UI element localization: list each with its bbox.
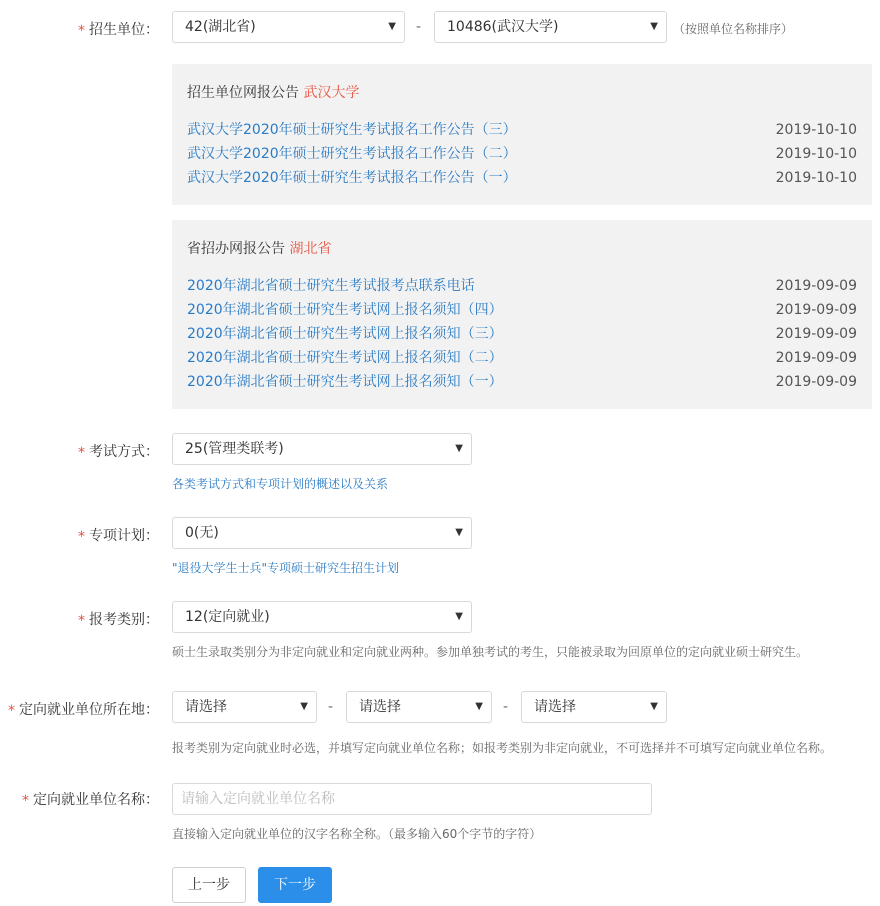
separator: -: [328, 699, 334, 715]
required-mark: *: [78, 23, 85, 39]
notice-link[interactable]: 武汉大学2020年硕士研究生考试报名工作公告（一）: [187, 170, 517, 186]
exam-mode-label-text: 考试方式：: [89, 444, 159, 460]
separator: -: [416, 19, 422, 35]
prev-step-button[interactable]: 上一步: [172, 867, 246, 903]
chevron-down-icon: ▼: [475, 701, 483, 712]
notice-date: 2019-10-10: [775, 122, 857, 138]
exam-mode-select[interactable]: [172, 433, 472, 465]
school-notice-panel: [172, 64, 872, 205]
unit-name-label-text: 定向就业单位名称：: [33, 792, 159, 808]
special-plan-label: [78, 525, 159, 545]
school-notice-name: 武汉大学: [303, 85, 360, 101]
notice-date: 2019-10-10: [775, 146, 857, 162]
school-notice-title: [187, 82, 359, 102]
chevron-down-icon: ▼: [650, 701, 658, 712]
location-label-text: 定向就业单位所在地：: [19, 702, 159, 718]
notice-link[interactable]: 武汉大学2020年硕士研究生考试报名工作公告（三）: [187, 122, 517, 138]
apply-type-select[interactable]: [172, 601, 472, 633]
apply-type-label: [78, 609, 159, 629]
unit-label: [78, 19, 159, 39]
chevron-down-icon: ▼: [388, 21, 396, 32]
school-select[interactable]: [434, 11, 667, 43]
province-notice-title: [187, 238, 331, 258]
province-notice-panel: [172, 220, 872, 409]
apply-type-label-text: 报考类别：: [89, 612, 159, 628]
location-select-3[interactable]: [521, 691, 667, 723]
required-mark: *: [78, 529, 85, 545]
separator: -: [503, 699, 509, 715]
notice-date: 2019-09-09: [775, 350, 857, 366]
location-select-1[interactable]: [172, 691, 317, 723]
notice-link[interactable]: 2020年湖北省硕士研究生考试网上报名须知（二）: [187, 350, 503, 366]
notice-date: 2019-09-09: [775, 374, 857, 390]
notice-link[interactable]: 2020年湖北省硕士研究生考试报考点联系电话: [187, 278, 475, 294]
school-notice-title-text: 招生单位网报公告: [187, 85, 299, 101]
exam-mode-select-value: 25(管理类联考): [185, 441, 284, 457]
apply-type-hint: 硕士生录取类别分为非定向就业和定向就业两种。参加单独考试的考生，只能被录取为回原单位的定向就业硕士研究生。: [172, 645, 809, 659]
unit-name-hint: 直接输入定向就业单位的汉字名称全称。（最多输入60个字节的字符）: [172, 827, 542, 841]
special-plan-help-link[interactable]: "退役大学生士兵"专项硕士研究生招生计划: [172, 561, 400, 575]
province-notice-name: 湖北省: [289, 241, 332, 257]
apply-type-select-value: 12(定向就业): [185, 609, 270, 625]
province-notice-title-text: 省招办网报公告: [187, 241, 285, 257]
notice-date: 2019-09-09: [775, 326, 857, 342]
chevron-down-icon: ▼: [455, 611, 463, 622]
next-step-button[interactable]: 下一步: [258, 867, 332, 903]
special-plan-select[interactable]: [172, 517, 472, 549]
required-mark: *: [78, 613, 85, 629]
location-select-1-value: 请选择: [185, 699, 227, 715]
notice-item[interactable]: [187, 118, 857, 142]
notice-link[interactable]: 武汉大学2020年硕士研究生考试报名工作公告（二）: [187, 146, 517, 162]
notice-item[interactable]: [187, 346, 857, 370]
location-select-2-value: 请选择: [359, 699, 401, 715]
special-plan-select-value: 0(无): [185, 525, 219, 541]
special-plan-label-text: 专项计划：: [89, 528, 159, 544]
unit-sort-hint: （按照单位名称排序）: [673, 22, 794, 36]
unit-name-input[interactable]: [172, 783, 652, 815]
notice-item[interactable]: [187, 322, 857, 346]
required-mark: *: [22, 793, 29, 809]
chevron-down-icon: ▼: [650, 21, 658, 32]
school-select-value: 10486(武汉大学): [447, 19, 559, 35]
notice-item[interactable]: [187, 370, 857, 394]
exam-mode-label: [78, 441, 159, 461]
notice-link[interactable]: 2020年湖北省硕士研究生考试网上报名须知（四）: [187, 302, 503, 318]
unit-label-text: 招生单位：: [89, 22, 159, 38]
chevron-down-icon: ▼: [455, 443, 463, 454]
province-select-value: 42(湖北省): [185, 19, 256, 35]
notice-item[interactable]: [187, 298, 857, 322]
chevron-down-icon: ▼: [300, 701, 308, 712]
notice-item[interactable]: [187, 166, 857, 190]
location-label: [8, 699, 159, 719]
notice-link[interactable]: 2020年湖北省硕士研究生考试网上报名须知（三）: [187, 326, 503, 342]
notice-item[interactable]: [187, 142, 857, 166]
unit-name-label: [22, 789, 159, 809]
required-mark: *: [8, 703, 15, 719]
location-select-2[interactable]: [346, 691, 492, 723]
required-mark: *: [78, 445, 85, 461]
notice-date: 2019-10-10: [775, 170, 857, 186]
notice-link[interactable]: 2020年湖北省硕士研究生考试网上报名须知（一）: [187, 374, 503, 390]
notice-date: 2019-09-09: [775, 278, 857, 294]
notice-date: 2019-09-09: [775, 302, 857, 318]
exam-mode-help-link[interactable]: 各类考试方式和专项计划的概述以及关系: [172, 477, 389, 491]
province-select[interactable]: [172, 11, 405, 43]
location-hint: 报考类别为定向就业时必选，并填写定向就业单位名称；如报考类别为非定向就业，不可选择并不可填写定向就业单位名称。: [172, 741, 833, 755]
chevron-down-icon: ▼: [455, 527, 463, 538]
location-select-3-value: 请选择: [534, 699, 576, 715]
notice-item[interactable]: [187, 274, 857, 298]
unit-name-placeholder: 请输入定向就业单位名称: [181, 791, 335, 807]
